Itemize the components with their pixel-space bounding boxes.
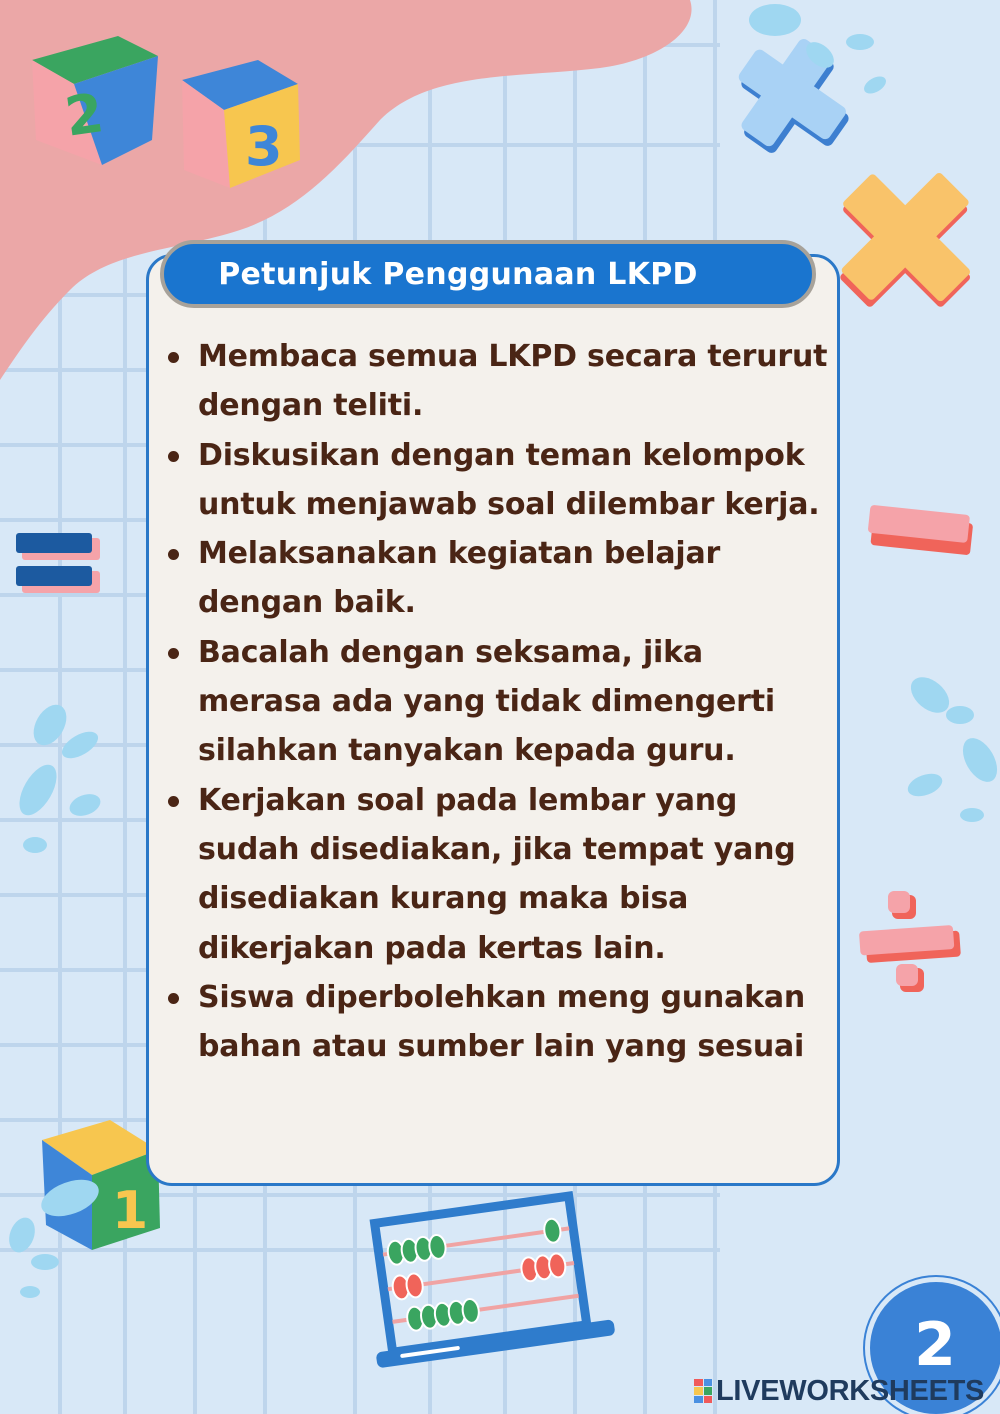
- cube-3-number: 3: [245, 115, 283, 178]
- splash-right: [904, 670, 1000, 822]
- list-item: Kerjakan soal pada lembar yang sudah disediakan, jika tempat yang disediakan kurang maka bisa dikerjakan pada kertas lain.: [164, 776, 828, 973]
- list-item: Bacalah dengan seksama, jika merasa ada yang tidak dimengerti silahkan tanyakan kepada guru.: [164, 628, 828, 776]
- list-item: Melaksanakan kegiatan belajar dengan baik.: [164, 529, 828, 628]
- divide-icon: [859, 891, 961, 992]
- title-banner: [160, 240, 816, 308]
- splash-left: [12, 699, 104, 853]
- page-number: 2: [914, 1310, 956, 1380]
- cube-2-number: 2: [61, 81, 108, 149]
- cube-1-number: 1: [112, 1181, 149, 1241]
- list-item: Membaca semua LKPD secara terurut dengan teliti.: [164, 332, 828, 431]
- list-item: Diskusikan dengan teman kelompok untuk menjawab soal dilembar kerja.: [164, 431, 828, 530]
- instruction-list: [164, 332, 828, 1071]
- liveworksheets-watermark: [694, 1374, 984, 1408]
- page-title: Petunjuk Penggunaan LKPD: [218, 256, 698, 292]
- number-cube-3: [182, 60, 300, 188]
- watermark-text: LIVEWORKSHEETS: [716, 1374, 985, 1407]
- liveworksheets-logo-icon: [694, 1379, 712, 1403]
- minus-icon: [866, 505, 974, 556]
- list-item: Siswa diperbolehkan meng gunakan bahan atau sumber lain yang sesuai: [164, 973, 828, 1072]
